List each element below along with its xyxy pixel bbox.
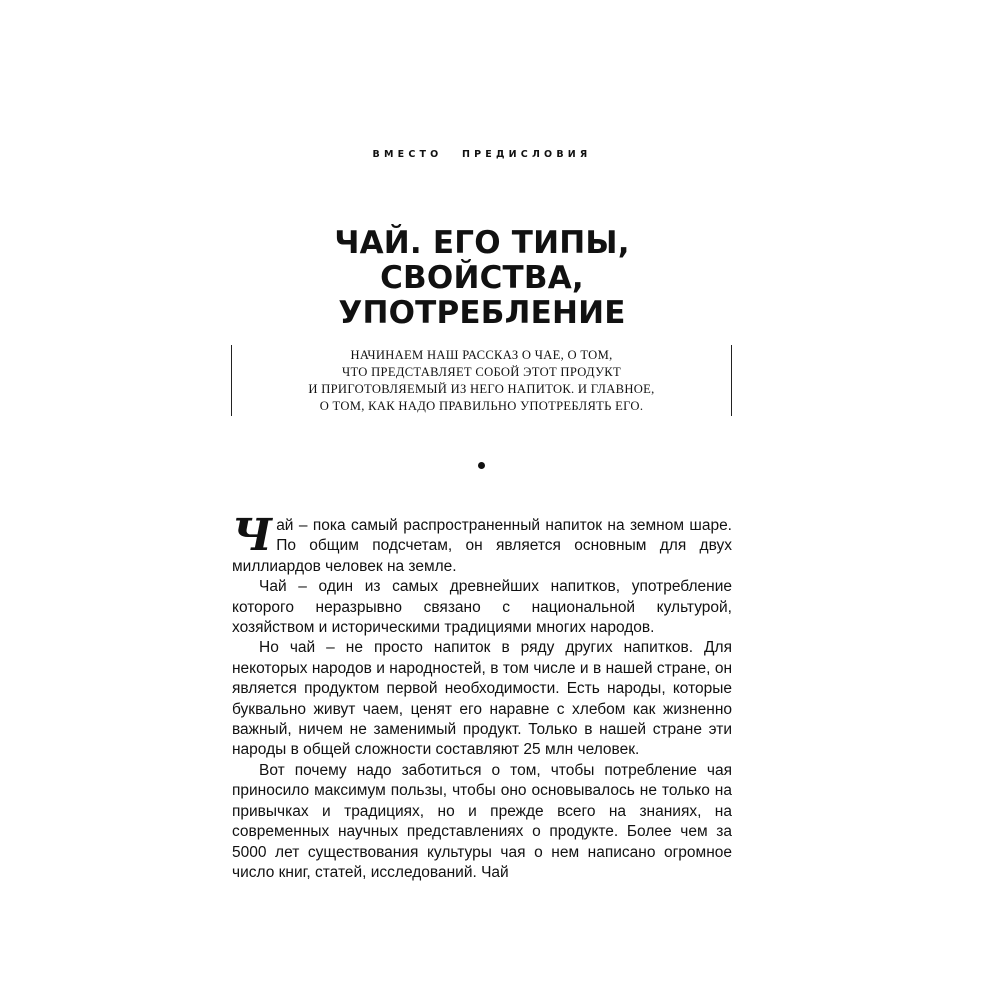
paragraph: Чай – один из самых древнейших напитков, употребление которого неразрывно связано с национальной культурой, хозяйством и историческими традициями многих народов. bbox=[232, 578, 732, 637]
lead-line: И ПРИГОТОВЛЯЕМЫЙ ИЗ НЕГО НАПИТОК. И ГЛАВНОЕ, bbox=[308, 381, 655, 396]
lead-line: ЧТО ПРЕДСТАВЛЯЕТ СОБОЙ ЭТОТ ПРОДУКТ bbox=[341, 364, 622, 379]
chapter-title-line-1: ЧАЙ. ЕГО ТИПЫ, СВОЙСТВА, bbox=[334, 225, 630, 296]
paragraph bbox=[232, 510, 732, 577]
bullet-divider-icon bbox=[478, 462, 485, 469]
chapter-title-line-2: УПОТРЕБЛЕНИЕ bbox=[338, 295, 626, 331]
paragraph: Вот почему надо заботиться о том, чтобы потребление чая приносило максимум пользы, чтобы оно основывалось не только на привычках и традициях, но и прежде всего на знаниях, на современных научных представлениях о продукте. Более чем за 5000 лет существования культуры чая о нем написано огромное число книг, статей, исследований. Чай bbox=[232, 761, 732, 881]
section-label: ВМЕСТО ПРЕДИСЛОВИЯ bbox=[372, 149, 592, 160]
drop-cap: Ч bbox=[232, 510, 273, 561]
lead-line: НАЧИНАЕМ НАШ РАССКАЗ О ЧАЕ, О ТОМ, bbox=[350, 347, 613, 362]
paragraph: Но чай – не просто напиток в ряду других напитков. Для некоторых народов и народностей, в том числе и в нашей стране, он является продуктом первой необходимости. Есть народы, которые буквально живут чаем, ценят его наравне с хлебом как жизненно важный, ничем не заменимый продукт. Только в нашей стране эти народы в общей сложности составляют 25 млн человек. bbox=[232, 639, 732, 759]
body-text bbox=[232, 510, 732, 883]
paragraph-text: ай – пока самый распространенный напиток на земном шаре. По общим подсчетам, он является основным для двух миллиардов человек на земле. bbox=[232, 517, 732, 575]
chapter-title bbox=[232, 226, 732, 331]
lead-quote bbox=[231, 345, 732, 416]
lead-line: О ТОМ, КАК НАДО ПРАВИЛЬНО УПОТРЕБЛЯТЬ ЕГО. bbox=[319, 398, 644, 413]
